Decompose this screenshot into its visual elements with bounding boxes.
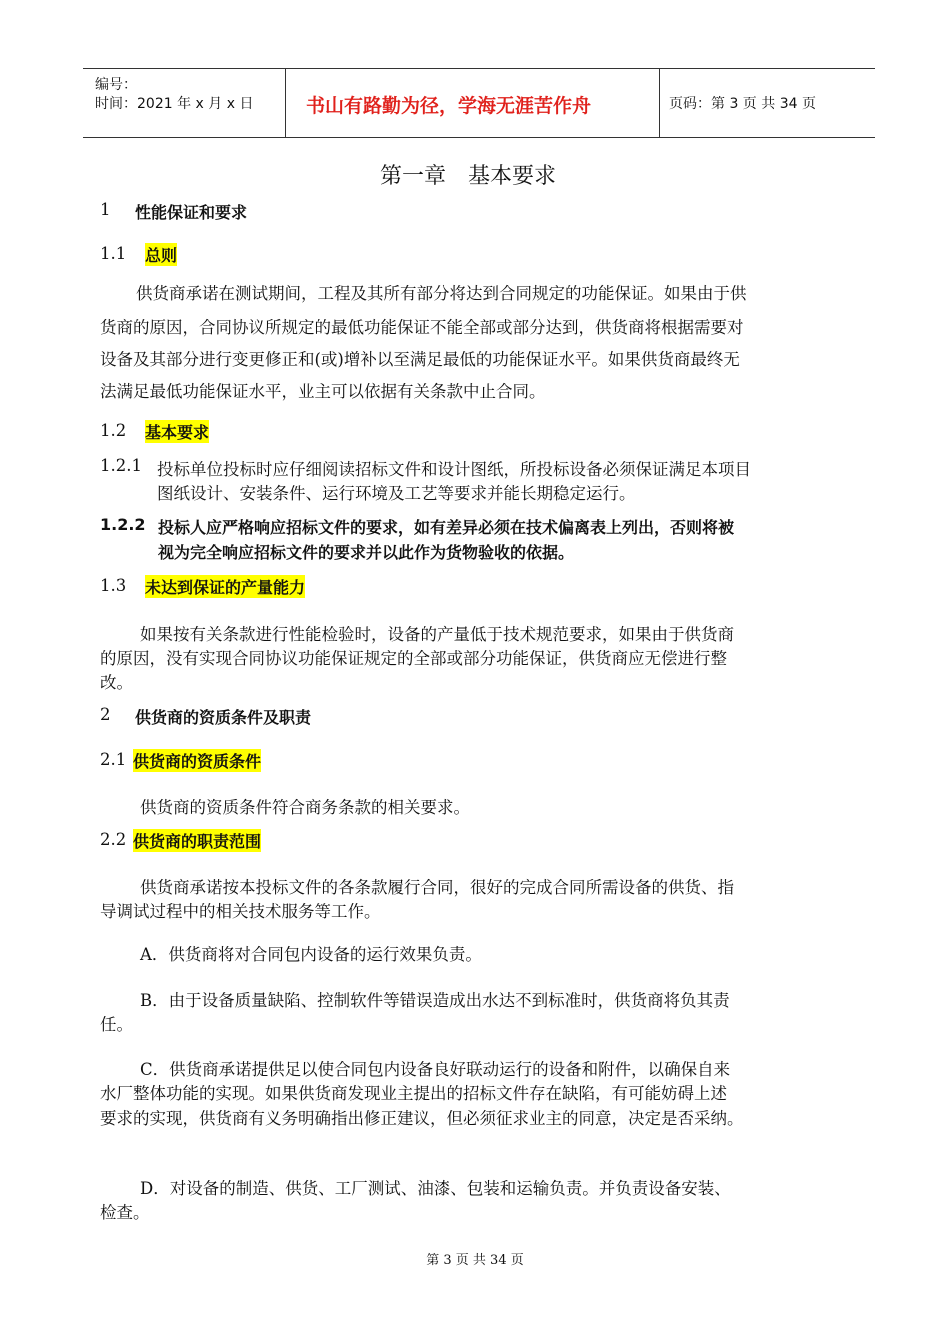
section-2-2-number: 2.2 bbox=[100, 830, 127, 849]
section-1-1-number: 1.1 bbox=[100, 244, 127, 263]
item-c-line: 要求的实现，供货商有义务明确指出修正建议，但必须征求业主的同意，决定是否采纳。 bbox=[100, 1109, 744, 1128]
section-1-3-number: 1.3 bbox=[100, 576, 127, 595]
section-2-2-title: 供货商的职责范围 bbox=[133, 829, 261, 852]
section-1-1-line: 供货商承诺在测试期间，工程及其所有部分将达到合同规定的功能保证。如果由于供 bbox=[136, 284, 747, 303]
section-1-1-title: 总则 bbox=[145, 243, 177, 266]
section-2-1-number: 2.1 bbox=[100, 750, 127, 769]
section-1-1-line: 设备及其部分进行变更修正和(或)增补以至满足最低的功能保证水平。如果供货商最终无 bbox=[100, 350, 740, 369]
item-b-line: B．由于设备质量缺陷、控制软件等错误造成出水达不到标准时，供货商将负其责 bbox=[140, 991, 730, 1010]
clause-1-2-2-number: 1.2.2 bbox=[100, 515, 146, 534]
item-d-line: 检查。 bbox=[100, 1203, 150, 1222]
header-motto: 书山有路勤为径，学海无涯苦作舟 bbox=[306, 95, 592, 117]
clause-1-2-2-line: 投标人应严格响应招标文件的要求，如有差异必须在技术偏离表上列出，否则将被 bbox=[158, 518, 735, 537]
document-number-label: 编号： bbox=[95, 77, 137, 93]
item-b-line: 任。 bbox=[100, 1015, 133, 1034]
chapter-title: 第一章 基本要求 bbox=[380, 164, 557, 189]
page-info: 页码：第 3 页 共 34 页 bbox=[669, 96, 816, 112]
clause-1-2-1-line: 投标单位投标时应仔细阅读招标文件和设计图纸，所投标设备必须保证满足本项目 bbox=[157, 460, 751, 479]
page-header bbox=[83, 68, 875, 138]
section-2-1-text: 供货商的资质条件符合商务条款的相关要求。 bbox=[140, 798, 470, 817]
section-1-2-title: 基本要求 bbox=[145, 420, 209, 443]
header-motto-cell bbox=[285, 69, 660, 137]
clause-1-2-1-number: 1.2.1 bbox=[100, 456, 142, 475]
section-1-title: 性能保证和要求 bbox=[135, 203, 248, 222]
header-right-cell bbox=[659, 69, 875, 137]
section-2-title: 供货商的资质条件及职责 bbox=[135, 708, 312, 727]
item-d-line: D．对设备的制造、供货、工厂测试、油漆、包装和运输负责。并负责设备安装、 bbox=[140, 1179, 731, 1198]
section-1-1-line: 法满足最低功能保证水平，业主可以依据有关条款中止合同。 bbox=[100, 382, 546, 401]
section-1-3-line: 如果按有关条款进行性能检验时，设备的产量低于技术规范要求，如果由于供货商 bbox=[140, 625, 734, 644]
section-2-2-intro-line: 供货商承诺按本投标文件的各条款履行合同，很好的完成合同所需设备的供货、指 bbox=[140, 878, 734, 897]
page-footer: 第 3 页 共 34 页 bbox=[426, 1253, 524, 1268]
section-1-3-title: 未达到保证的产量能力 bbox=[145, 575, 305, 598]
header-left-cell bbox=[83, 69, 285, 137]
section-1-3-line: 的原因，没有实现合同协议功能保证规定的全部或部分功能保证，供货商应无偿进行整 bbox=[100, 649, 727, 668]
item-a-line: A．供货商将对合同包内设备的运行效果负责。 bbox=[140, 945, 482, 964]
document-time-label: 时间：2021 年 x 月 x 日 bbox=[95, 96, 254, 112]
section-2-1-title: 供货商的资质条件 bbox=[133, 749, 261, 772]
clause-1-2-1-line: 图纸设计、安装条件、运行环境及工艺等要求并能长期稳定运行。 bbox=[157, 484, 636, 503]
section-1-1-line: 货商的原因，合同协议所规定的最低功能保证不能全部或部分达到，供货商将根据需要对 bbox=[100, 318, 744, 337]
item-c-line: 水厂整体功能的实现。如果供货商发现业主提出的招标文件存在缺陷，有可能妨碍上述 bbox=[100, 1084, 727, 1103]
section-1-2-number: 1.2 bbox=[100, 421, 127, 440]
section-1-number: 1 bbox=[100, 200, 111, 219]
section-2-number: 2 bbox=[100, 705, 111, 724]
item-c-line: C．供货商承诺提供足以使合同包内设备良好联动运行的设备和附件，以确保自来 bbox=[140, 1060, 731, 1079]
clause-1-2-2-line: 视为完全响应招标文件的要求并以此作为货物验收的依据。 bbox=[158, 543, 575, 562]
section-1-3-line: 改。 bbox=[100, 673, 133, 692]
section-2-2-intro-line: 导调试过程中的相关技术服务等工作。 bbox=[100, 902, 381, 921]
